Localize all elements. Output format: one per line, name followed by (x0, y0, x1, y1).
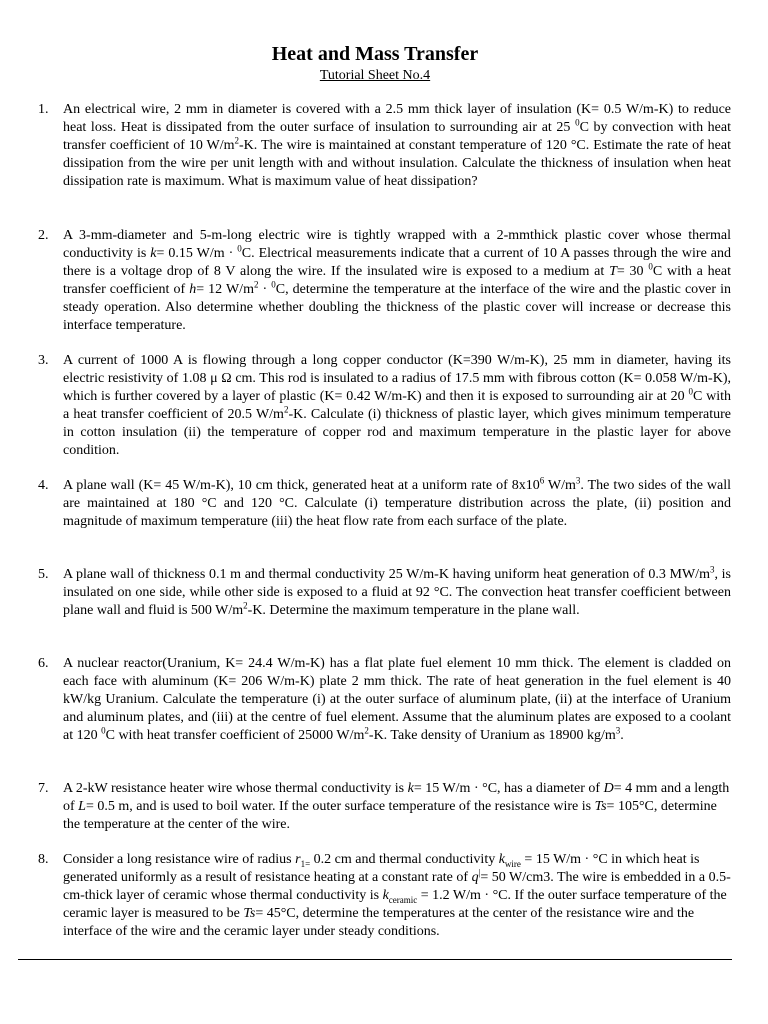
question-7 (38, 780, 731, 834)
question-number: 6. (38, 656, 49, 671)
question-text: A plane wall of thickness 0.1 m and thermal conductivity 25 W/m-K having uniform heat generation of 0.3 $MW/m^3$, is insulated on one side, while other side is exposed to a fluid at 92 °C. The convection heat transfer coefficient between plane wall and fluid is 500 $W/m^2-K$. Determine the maximum temperature in the plane wall. (63, 564, 731, 618)
question-number: 3. (38, 353, 49, 368)
question-3 (38, 352, 731, 460)
question-4 (38, 477, 731, 531)
question-text: A 3-mm-diameter and 5-m-long electric wire is tightly wrapped with a 2-mmthick plastic cover whose thermal conductivity is k= 0.15 W/m · $^0$C. Electrical measurements indicate that a current of 10 A passes through the wire and there is a voltage drop of 8 V along the wire. If the insulated wire is exposed to a medium at T= 30 $^0$C with a heat transfer coefficient of h= 12 $W/m^2 \cdot ^0C$, determine the temperature at the interface of the wire and the plastic cover in steady operation. Also determine whether doubling the thickness of the plastic cover will increase or decrease this interface temperature. (63, 228, 731, 333)
question-text: Consider a long resistance wire of radius $r_{1=}$ 0.2 cm and thermal conductivity $k_{wire} = 15$ W/m · °C in which heat is generated uniformly as a result of resistance heating at a constant rate of q|= 50 W/cm3. The wire is embedded in a 0.5-cm-thick layer of ceramic whose thermal conductivity is $k_{ceramic} = 1.2$ W/m · °C. If the outer surface temperature of the ceramic layer is measured to be Ts= 45°C, determine the temperatures at the center of the resistance wire and the interface of the wire and the ceramic layer under steady conditions. (63, 852, 731, 939)
question-8 (38, 851, 731, 941)
question-text: A plane wall (K= 45 W/m-K), 10 cm thick, generated heat at a uniform rate of $8x10^6$ $W/m^3$. The two sides of the wall are maintained at 180 °C and 120 °C. Calculate (i) temperature distribution across the plate, (ii) position and magnitude of maximum temperature (iii) the heat flow rate from each surface of the plate. (63, 475, 731, 529)
question-2 (38, 227, 731, 335)
question-text: A current of 1000 A is flowing through a long copper conductor (K=390 W/m-K), 25 mm in diameter, having its electric resistivity of 1.08 μ Ω cm. This rod is insulated to a radius of 17.5 mm with fibrous cotton (K= 0.058 W/m-K), which is further covered by a layer of plastic (K= 0.42 W/m-K) and then it is exposed to surrounding air at 20 $^0$C with a heat transfer coefficient of 20.5 $W/m^2-K$. Calculate (i) thickness of plastic layer, which gives minimum temperature in cotton insulation (ii) the temperature of copper rod and maximum temperature in the plastic layer for above condition. (63, 353, 732, 458)
document-title: Heat and Mass Transfer (271, 43, 479, 65)
question-6 (38, 655, 731, 745)
question-number: 1. (38, 102, 49, 117)
question-number: 2. (38, 228, 49, 243)
document-subtitle: Tutorial Sheet No.4 (319, 68, 431, 83)
question-number: 4. (38, 478, 49, 493)
question-number: 5. (38, 567, 49, 582)
question-number: 8. (38, 852, 49, 867)
question-text: An electrical wire, 2 mm in diameter is covered with a 2.5 mm thick layer of insulation (K= 0.5 W/m-K) to reduce heat loss. Heat is dissipated from the outer surface of insulation to surrounding air at 25 $^0$C by convection with heat transfer coefficient of 10 $W/m^2-K$. The wire is maintained at constant temperature of 120 °C. Estimate the rate of heat dissipation from the wire per unit length with and without insulation. Calculate the thickness of insulation when heat dissipation rate is maximum. What is maximum value of heat dissipation? (63, 102, 732, 189)
question-number: 7. (38, 781, 49, 796)
question-5 (38, 566, 731, 620)
question-1 (38, 101, 731, 191)
question-text: A nuclear reactor(Uranium, K= 24.4 W/m-K) has a flat plate fuel element 10 mm thick. The element is cladded on each face with aluminum (K= 206 W/m-K) plate 2 mm thick. The rate of heat generation in the fuel element is 40 kW/kg Uranium. Calculate the temperature (i) at the outer surface of aluminum plate, (ii) at the interface of Uranium and aluminum plates, and (iii) at the centre of fuel element. Assume that the aluminum plates are exposed to a coolant at 120 $^0$C with heat transfer coefficient of 25000 $W/m^2-K$. Take density of Uranium as 18900 $kg/m^3$. (63, 656, 731, 743)
question-text: A 2-kW resistance heater wire whose thermal conductivity is k= 15 W/m · °C, has a diameter of D= 4 mm and a length of L= 0.5 m, and is used to boil water. If the outer surface temperature of the resistance wire is Ts= 105°C, determine the temperature at the center of the wire. (63, 781, 730, 832)
footer-rule (18, 959, 732, 960)
